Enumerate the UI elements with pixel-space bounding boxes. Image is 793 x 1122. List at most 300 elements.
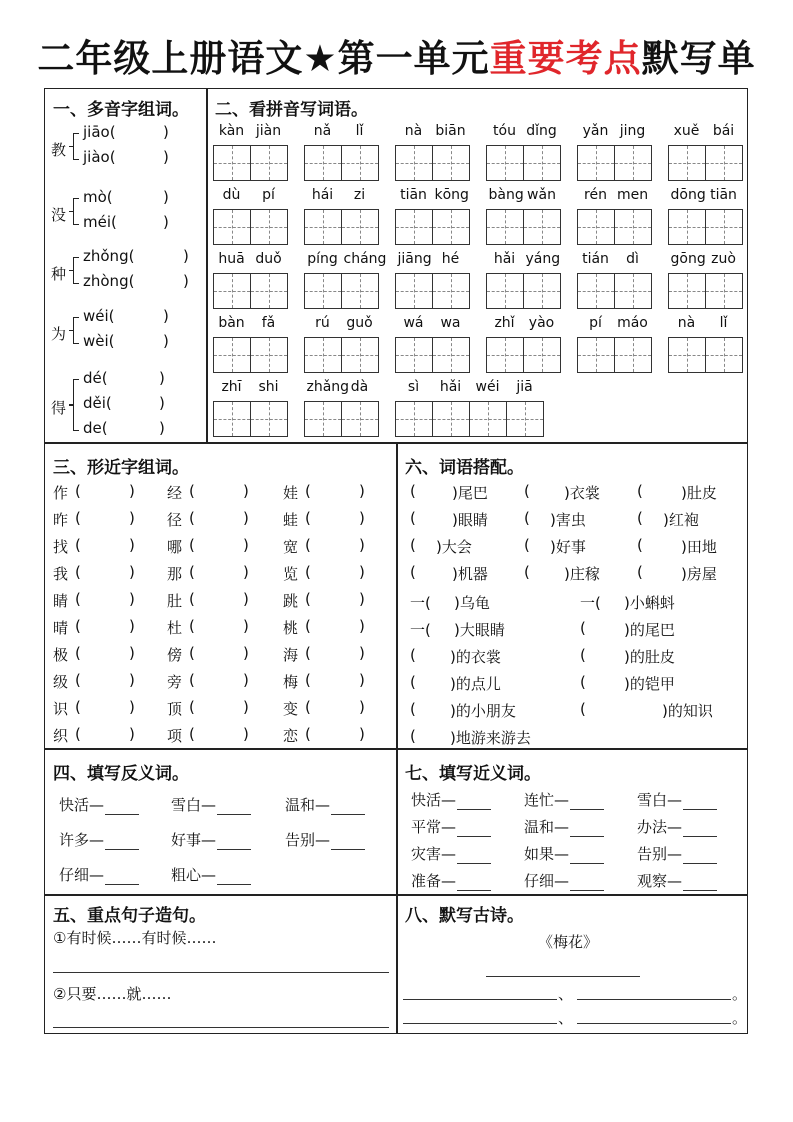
similar-char: 哪 xyxy=(167,538,183,556)
pinyin-syllable: dǐng xyxy=(526,123,557,139)
open-paren: ( xyxy=(305,509,311,527)
grid-cell[interactable] xyxy=(523,338,560,372)
grid-cell[interactable] xyxy=(250,402,287,436)
grid-cell[interactable] xyxy=(214,338,250,372)
writing-grid[interactable] xyxy=(395,273,470,309)
grid-cell[interactable] xyxy=(669,210,705,244)
similar-char: 那 xyxy=(167,565,183,583)
similar-char: 级 xyxy=(53,673,69,691)
close-paren: ) xyxy=(359,671,365,689)
grid-cell[interactable] xyxy=(305,402,341,436)
antonym-word: 快活— xyxy=(59,796,105,814)
writing-grid[interactable] xyxy=(304,273,379,309)
pinyin-syllable: nà xyxy=(404,123,423,139)
antonym-word: 粗心— xyxy=(171,866,217,884)
synonym-word: 温和— xyxy=(524,818,570,836)
pinyin-syllable: dì xyxy=(626,251,639,267)
grid-cell[interactable] xyxy=(614,146,651,180)
synonym-word: 连忙— xyxy=(524,791,570,809)
grid-cell[interactable] xyxy=(396,402,432,436)
pinyin-syllable: lǐ xyxy=(719,315,728,331)
pinyin-syllable: duǒ xyxy=(255,251,282,267)
writing-grid[interactable] xyxy=(577,273,652,309)
answer-blank[interactable] xyxy=(457,889,491,891)
open-paren: ( xyxy=(524,563,530,581)
similar-char: 织 xyxy=(53,727,69,745)
answer-blank[interactable] xyxy=(683,835,717,837)
close-paren: ) xyxy=(163,213,169,231)
pair-open: ( xyxy=(580,673,586,691)
grid-cell[interactable] xyxy=(614,338,651,372)
close-paren: ) xyxy=(359,563,365,581)
pinyin-syllable: pí xyxy=(589,315,602,331)
similar-char: 蛙 xyxy=(283,511,299,529)
divider xyxy=(206,89,208,442)
pinyin-syllable: máo xyxy=(617,315,648,331)
pinyin-reading: méi( xyxy=(83,213,117,231)
answer-blank[interactable] xyxy=(105,813,139,815)
pair-open: 一( xyxy=(410,621,431,639)
close-paren: ) xyxy=(243,536,249,554)
grid-cell[interactable] xyxy=(578,338,614,372)
match-word: )好事 xyxy=(550,538,586,556)
writing-grid[interactable] xyxy=(486,273,561,309)
writing-grid[interactable] xyxy=(304,401,379,437)
synonym-word: 办法— xyxy=(637,818,683,836)
synonym-word: 准备— xyxy=(411,872,457,890)
synonym-word: 仔细— xyxy=(524,872,570,890)
similar-char: 跳 xyxy=(283,592,299,610)
synonym-prompt xyxy=(411,843,491,864)
pair-text: )的肚皮 xyxy=(624,648,675,666)
similar-char: 睛 xyxy=(53,592,69,610)
grid-cell[interactable] xyxy=(578,146,614,180)
section-heading: 六、词语搭配。 xyxy=(405,458,524,478)
match-word: )尾巴 xyxy=(452,484,488,502)
pinyin-syllable: pí xyxy=(262,187,275,203)
match-word: )大会 xyxy=(436,538,472,556)
open-paren: ( xyxy=(410,509,416,527)
answer-blank[interactable] xyxy=(457,808,491,810)
poem-line[interactable] xyxy=(403,1023,557,1024)
open-paren: ( xyxy=(75,563,81,581)
open-paren: ( xyxy=(305,725,311,743)
writing-grid[interactable] xyxy=(304,145,379,181)
writing-grid[interactable] xyxy=(668,209,743,245)
close-paren: ) xyxy=(243,482,249,500)
open-paren: ( xyxy=(75,725,81,743)
pinyin-syllable: wéi xyxy=(475,379,500,395)
open-paren: ( xyxy=(305,482,311,500)
answer-blank[interactable] xyxy=(105,883,139,885)
brace-tip xyxy=(69,270,74,272)
close-paren: ) xyxy=(359,509,365,527)
grid-cell[interactable] xyxy=(523,274,560,308)
open-paren: ( xyxy=(75,644,81,662)
grid-cell[interactable] xyxy=(396,210,432,244)
answer-blank[interactable] xyxy=(331,848,365,850)
pinyin-syllable: zhī xyxy=(221,379,242,395)
grid-cell[interactable] xyxy=(469,402,506,436)
answer-blank[interactable] xyxy=(217,848,251,850)
similar-char: 海 xyxy=(283,646,299,664)
writing-grid[interactable] xyxy=(486,145,561,181)
antonym-prompt xyxy=(59,864,139,885)
match-word: )衣裳 xyxy=(564,484,600,502)
grid-cell[interactable] xyxy=(487,274,523,308)
poem-line[interactable] xyxy=(577,1023,731,1024)
close-paren: ) xyxy=(129,725,135,743)
synonym-word: 雪白— xyxy=(637,791,683,809)
antonym-prompt xyxy=(171,829,251,850)
answer-blank[interactable] xyxy=(683,862,717,864)
grid-cell[interactable] xyxy=(214,402,250,436)
open-paren: ( xyxy=(189,509,195,527)
grid-cell[interactable] xyxy=(396,146,432,180)
synonym-prompt xyxy=(524,816,604,837)
synonym-prompt xyxy=(524,843,604,864)
brace-tip xyxy=(69,330,74,332)
match-word: )机器 xyxy=(452,565,488,583)
antonym-prompt xyxy=(171,864,251,885)
synonym-word: 平常— xyxy=(411,818,457,836)
pair-open: ( xyxy=(580,700,586,718)
synonym-prompt xyxy=(524,789,604,810)
grid-cell[interactable] xyxy=(487,338,523,372)
similar-char: 宽 xyxy=(283,538,299,556)
writing-grid[interactable] xyxy=(213,401,288,437)
synonym-prompt xyxy=(411,789,491,810)
writing-grid[interactable] xyxy=(304,337,379,373)
close-paren: ) xyxy=(129,563,135,581)
similar-char: 识 xyxy=(53,700,69,718)
close-paren: ) xyxy=(129,482,135,500)
pinyin-syllable: cháng xyxy=(343,251,387,267)
comma: 、 xyxy=(558,1009,574,1027)
divider xyxy=(45,748,747,750)
poem-author-line[interactable] xyxy=(486,976,640,977)
pinyin-syllable: guǒ xyxy=(346,315,373,331)
antonym-word: 好事— xyxy=(171,831,217,849)
writing-grid[interactable] xyxy=(213,209,288,245)
answer-blank[interactable] xyxy=(105,848,139,850)
grid-cell[interactable] xyxy=(341,338,378,372)
writing-grid[interactable] xyxy=(668,145,743,181)
grid-cell[interactable] xyxy=(669,338,705,372)
pinyin-reading: de( xyxy=(83,419,108,437)
grid-cell[interactable] xyxy=(614,210,651,244)
grid-cell[interactable] xyxy=(305,146,341,180)
writing-grid[interactable] xyxy=(486,209,561,245)
open-paren: ( xyxy=(524,482,530,500)
writing-grid[interactable] xyxy=(213,337,288,373)
answer-line[interactable] xyxy=(53,1027,389,1028)
pair-open: 一( xyxy=(410,594,431,612)
grid-cell[interactable] xyxy=(305,338,341,372)
pinyin-syllable: bàng xyxy=(488,187,524,203)
pinyin-syllable: dà xyxy=(350,379,369,395)
open-paren: ( xyxy=(410,563,416,581)
pinyin-reading: zhòng( xyxy=(83,272,135,290)
polyphonic-char: 为 xyxy=(51,324,67,343)
grid-cell[interactable] xyxy=(341,146,378,180)
grid-cell[interactable] xyxy=(432,146,469,180)
divider xyxy=(45,894,747,896)
pinyin-reading: mò( xyxy=(83,188,113,206)
pinyin-syllable: dù xyxy=(222,187,241,203)
pinyin-syllable: bái xyxy=(712,123,735,139)
close-paren: ) xyxy=(359,536,365,554)
answer-blank[interactable] xyxy=(570,862,604,864)
open-paren: ( xyxy=(637,536,643,554)
synonym-word: 快活— xyxy=(411,791,457,809)
open-paren: ( xyxy=(75,671,81,689)
pinyin-syllable: yǎn xyxy=(582,123,609,139)
similar-char: 找 xyxy=(53,538,69,556)
pinyin-syllable: biān xyxy=(435,123,466,139)
divider xyxy=(396,442,398,1033)
pair-open: ( xyxy=(580,619,586,637)
grid-cell[interactable] xyxy=(214,146,250,180)
pinyin-syllable: gōng xyxy=(670,251,706,267)
open-paren: ( xyxy=(637,482,643,500)
grid-cell[interactable] xyxy=(250,338,287,372)
poem-title: 《梅花》 xyxy=(538,933,599,951)
antonym-word: 许多— xyxy=(59,831,105,849)
answer-line[interactable] xyxy=(53,972,389,973)
open-paren: ( xyxy=(189,671,195,689)
pair-open: ( xyxy=(410,646,416,664)
polyphonic-char: 得 xyxy=(51,399,67,417)
poem-line[interactable] xyxy=(577,999,731,1000)
grid-cell[interactable] xyxy=(250,146,287,180)
grid-cell[interactable] xyxy=(578,210,614,244)
pinyin-syllable: zuò xyxy=(711,251,736,267)
writing-grid[interactable] xyxy=(213,145,288,181)
similar-char: 昨 xyxy=(53,511,69,529)
similar-char: 极 xyxy=(53,646,69,664)
close-paren: ) xyxy=(243,509,249,527)
antonym-prompt xyxy=(285,829,365,850)
grid-cell[interactable] xyxy=(305,274,341,308)
writing-grid[interactable] xyxy=(577,209,652,245)
pinyin-syllable: jiāng xyxy=(397,251,432,267)
close-paren: ) xyxy=(243,590,249,608)
similar-char: 项 xyxy=(167,727,183,745)
pinyin-syllable: rén xyxy=(584,187,607,203)
similar-char: 览 xyxy=(283,565,299,583)
close-paren: ) xyxy=(129,536,135,554)
answer-blank[interactable] xyxy=(683,889,717,891)
grid-cell[interactable] xyxy=(432,402,469,436)
open-paren: ( xyxy=(189,725,195,743)
close-paren: ) xyxy=(129,617,135,635)
writing-grid[interactable] xyxy=(395,337,470,373)
grid-cell[interactable] xyxy=(506,402,543,436)
grid-cell[interactable] xyxy=(705,274,742,308)
writing-grid[interactable] xyxy=(213,273,288,309)
similar-char: 娃 xyxy=(283,484,299,502)
pinyin-reading: wèi( xyxy=(83,332,115,350)
grid-cell[interactable] xyxy=(396,338,432,372)
section-heading: 二、看拼音写词语。 xyxy=(215,100,368,120)
pair-open: ( xyxy=(410,673,416,691)
antonym-word: 雪白— xyxy=(171,796,217,814)
open-paren: ( xyxy=(189,563,195,581)
open-paren: ( xyxy=(75,509,81,527)
pair-text: )的铠甲 xyxy=(624,675,675,693)
polyphonic-char: 教 xyxy=(51,140,67,159)
antonym-prompt xyxy=(59,829,139,850)
grid-cell[interactable] xyxy=(487,210,523,244)
similar-char: 晴 xyxy=(53,619,69,637)
writing-grid[interactable] xyxy=(668,273,743,309)
open-paren: ( xyxy=(305,590,311,608)
grid-cell[interactable] xyxy=(214,210,250,244)
pinyin-syllable: yáng xyxy=(525,251,561,267)
pair-open: 一( xyxy=(580,594,601,612)
match-word: )庄稼 xyxy=(564,565,600,583)
close-paren: ) xyxy=(243,563,249,581)
similar-char: 肚 xyxy=(167,592,183,610)
grid-cell[interactable] xyxy=(432,210,469,244)
open-paren: ( xyxy=(75,590,81,608)
grid-cell[interactable] xyxy=(523,210,560,244)
grid-cell[interactable] xyxy=(487,146,523,180)
close-paren: ) xyxy=(359,725,365,743)
close-paren: ) xyxy=(163,307,169,325)
close-paren: ) xyxy=(359,617,365,635)
grid-cell[interactable] xyxy=(669,146,705,180)
synonym-prompt xyxy=(637,843,717,864)
pinyin-syllable: zi xyxy=(353,187,366,203)
answer-blank[interactable] xyxy=(570,835,604,837)
synonym-prompt xyxy=(411,870,491,891)
grid-cell[interactable] xyxy=(250,274,287,308)
close-paren: ) xyxy=(359,698,365,716)
writing-grid[interactable] xyxy=(304,209,379,245)
section-heading: 八、默写古诗。 xyxy=(405,906,524,926)
synonym-prompt xyxy=(637,816,717,837)
writing-grid[interactable] xyxy=(577,337,652,373)
similar-char: 旁 xyxy=(167,673,183,691)
grid-cell[interactable] xyxy=(432,274,469,308)
synonym-prompt xyxy=(637,789,717,810)
synonym-word: 观察— xyxy=(637,872,683,890)
brace-tip xyxy=(69,404,74,406)
answer-blank[interactable] xyxy=(457,862,491,864)
match-word: )肚皮 xyxy=(681,484,717,502)
answer-blank[interactable] xyxy=(457,835,491,837)
antonym-word: 仔细— xyxy=(59,866,105,884)
similar-char: 经 xyxy=(167,484,183,502)
match-word: )害虫 xyxy=(550,511,586,529)
similar-char: 作 xyxy=(53,484,69,502)
answer-blank[interactable] xyxy=(570,808,604,810)
pair-text: )乌龟 xyxy=(454,594,490,612)
synonym-prompt xyxy=(637,870,717,891)
grid-cell[interactable] xyxy=(341,402,378,436)
pinyin-syllable: tián xyxy=(582,251,609,267)
antonym-prompt xyxy=(171,794,251,815)
sentence-prompt: ①有时候……有时候…… xyxy=(53,929,217,947)
answer-blank[interactable] xyxy=(331,813,365,815)
grid-cell[interactable] xyxy=(396,274,432,308)
pinyin-syllable: shi xyxy=(258,379,279,395)
grid-cell[interactable] xyxy=(669,274,705,308)
grid-cell[interactable] xyxy=(705,146,742,180)
answer-blank[interactable] xyxy=(683,808,717,810)
close-paren: ) xyxy=(359,590,365,608)
pinyin-syllable: zhǐ xyxy=(494,315,515,331)
writing-grid[interactable] xyxy=(577,145,652,181)
close-paren: ) xyxy=(163,148,169,166)
pinyin-reading: děi( xyxy=(83,394,112,412)
writing-grid[interactable] xyxy=(395,401,544,437)
open-paren: ( xyxy=(305,698,311,716)
pinyin-syllable: rú xyxy=(315,315,330,331)
similar-char: 傍 xyxy=(167,646,183,664)
close-paren: ) xyxy=(129,509,135,527)
pinyin-reading: zhǒng( xyxy=(83,247,135,265)
similar-char: 梅 xyxy=(283,673,299,691)
answer-blank[interactable] xyxy=(217,813,251,815)
pinyin-syllable: jiàn xyxy=(255,123,282,139)
title-part1: 二年级上册语文★第一单元 xyxy=(37,37,490,80)
close-paren: ) xyxy=(359,482,365,500)
open-paren: ( xyxy=(75,482,81,500)
answer-blank[interactable] xyxy=(570,889,604,891)
similar-char: 变 xyxy=(283,700,299,718)
title-part2: 默写单 xyxy=(641,37,756,80)
grid-cell[interactable] xyxy=(614,274,651,308)
pair-open: ( xyxy=(410,700,416,718)
pinyin-syllable: kàn xyxy=(218,123,245,139)
close-paren: ) xyxy=(129,671,135,689)
grid-cell[interactable] xyxy=(578,274,614,308)
grid-cell[interactable] xyxy=(523,146,560,180)
close-paren: ) xyxy=(183,247,189,265)
grid-cell[interactable] xyxy=(250,210,287,244)
grid-cell[interactable] xyxy=(341,210,378,244)
close-paren: ) xyxy=(159,419,165,437)
poem-line[interactable] xyxy=(403,999,557,1000)
grid-cell[interactable] xyxy=(705,338,742,372)
writing-grid[interactable] xyxy=(486,337,561,373)
grid-cell[interactable] xyxy=(705,210,742,244)
pinyin-syllable: tóu xyxy=(493,123,516,139)
answer-blank[interactable] xyxy=(217,883,251,885)
section-heading: 三、形近字组词。 xyxy=(53,458,189,478)
writing-grid[interactable] xyxy=(668,337,743,373)
writing-grid[interactable] xyxy=(395,145,470,181)
close-paren: ) xyxy=(243,698,249,716)
match-word: )眼睛 xyxy=(452,511,488,529)
close-paren: ) xyxy=(243,644,249,662)
pinyin-reading: jiāo( xyxy=(83,123,116,141)
grid-cell[interactable] xyxy=(341,274,378,308)
writing-grid[interactable] xyxy=(395,209,470,245)
grid-cell[interactable] xyxy=(432,338,469,372)
grid-cell[interactable] xyxy=(214,274,250,308)
pinyin-syllable: kōng xyxy=(434,187,469,203)
pinyin-syllable: píng xyxy=(307,251,338,267)
open-paren: ( xyxy=(637,563,643,581)
close-paren: ) xyxy=(159,394,165,412)
open-paren: ( xyxy=(305,671,311,689)
similar-char: 我 xyxy=(53,565,69,583)
grid-cell[interactable] xyxy=(305,210,341,244)
